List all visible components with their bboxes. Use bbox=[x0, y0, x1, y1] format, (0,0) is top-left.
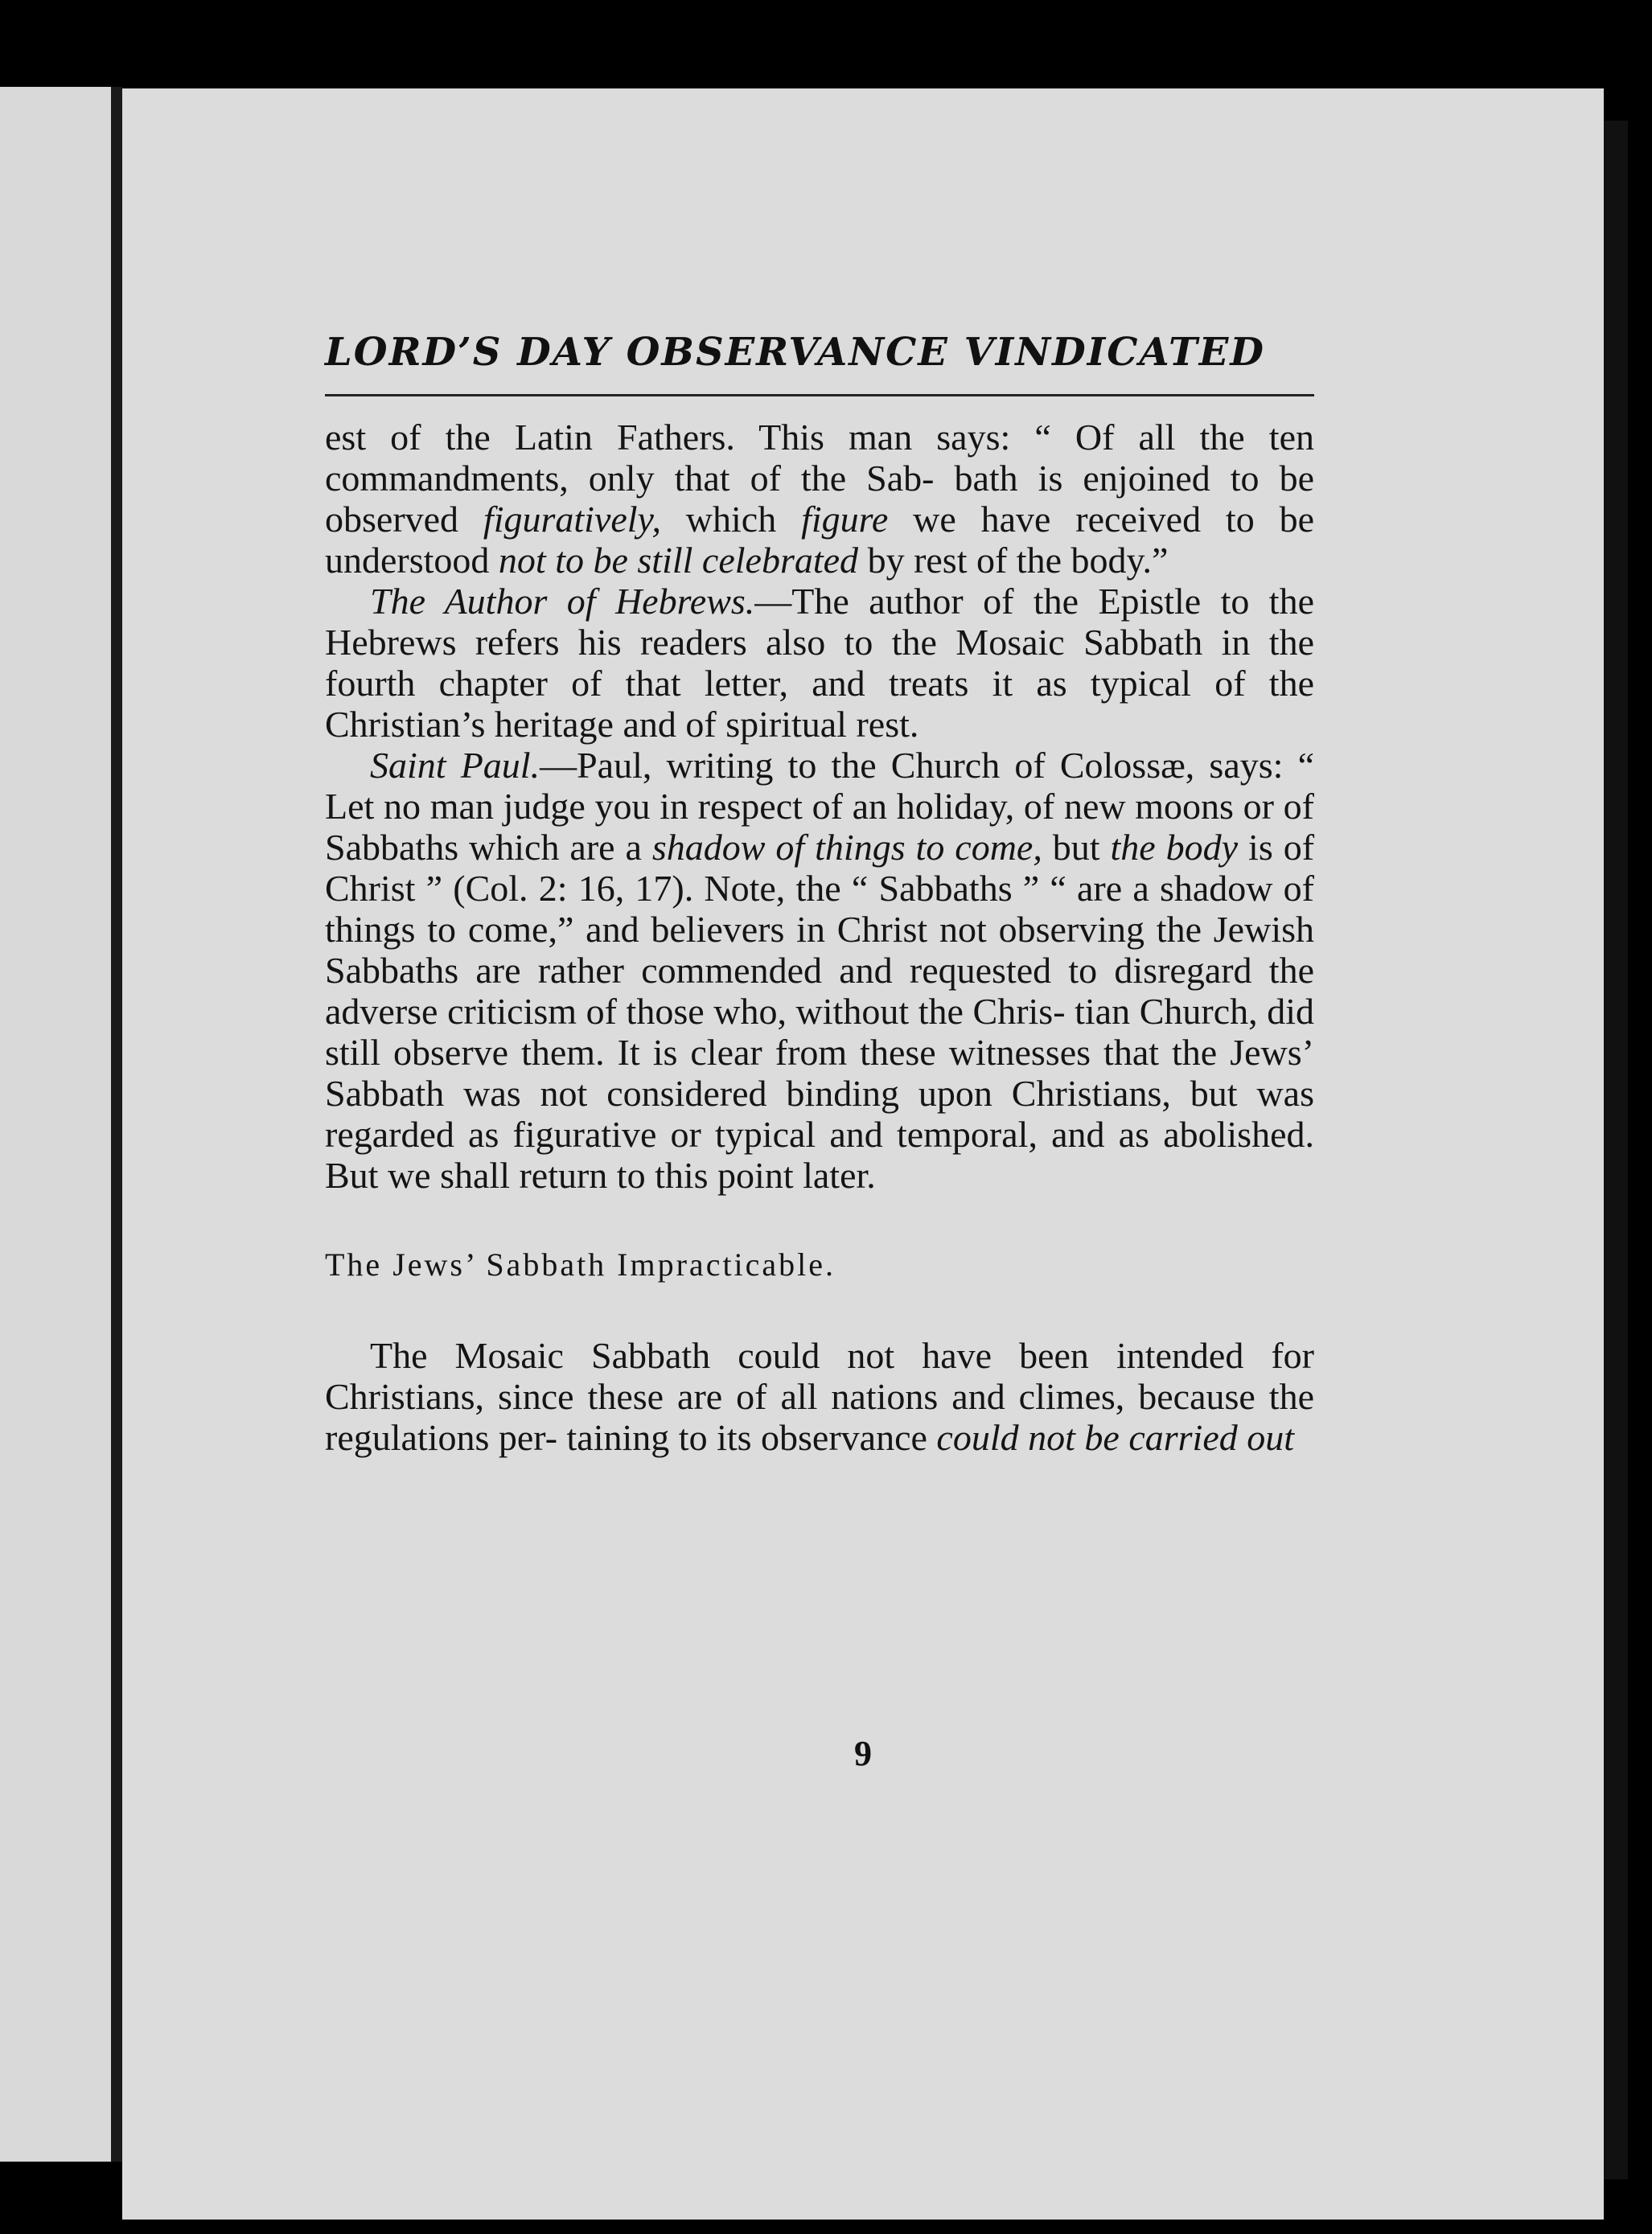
paragraph-text: we have received to be understood bbox=[325, 499, 1314, 581]
paragraph-latin-fathers bbox=[325, 417, 1314, 581]
italic-emphasis: shadow of things to come, bbox=[651, 827, 1042, 868]
page-right-shadow bbox=[1604, 121, 1628, 2179]
facing-page-edge bbox=[0, 87, 121, 2162]
page-gutter-shadow bbox=[111, 87, 122, 2162]
paragraph-text: —The author of the Epistle to the Hebrews refers his readers also to the Mosaic Sabbath in the fourth chapter of that letter, and treats it as typical of the Christian’s heritage and of spiritual rest. bbox=[325, 581, 1314, 745]
header-rule bbox=[325, 394, 1314, 396]
book-page bbox=[122, 88, 1604, 2220]
paragraph-text: est of the Latin Fathers. This man says: “ Of all the ten commandments, only that of the Sab- bath is enjoined to be observed bbox=[325, 417, 1314, 540]
paragraph-lead: Saint Paul. bbox=[370, 745, 540, 786]
paragraph-text: which bbox=[660, 499, 802, 540]
paragraph-text: is of Christ ” (Col. 2: 16, 17). Note, the “ Sabbaths ” “ are a shadow of things to come,” and believers in Christ not observing the Jewish Sabbaths are rather commended and requested to disregard the adverse criticism of those who, without the Chris- tian Church, did still observe them. It is clear from these witnesses that the Jews’ Sabbath was not considered binding upon Christians, but was regarded as figurative or typical and temporal, and as abolished. But we shall return to this point later. bbox=[325, 827, 1315, 1196]
running-header: LORD’S DAY OBSERVANCE VINDICATED bbox=[325, 330, 1265, 375]
paragraph-text: —Paul, writing to the Church of Colossæ, says: “ Let no man judge you in respect of an holiday, of new moons or of Sabbaths which are a bbox=[325, 745, 1314, 868]
paragraph-author-of-hebrews bbox=[325, 581, 1314, 745]
italic-emphasis: figuratively, bbox=[483, 499, 661, 540]
page-body bbox=[325, 417, 1314, 1458]
paragraph-lead: The Author of Hebrews. bbox=[370, 581, 755, 622]
page-number: 9 bbox=[854, 1734, 872, 1773]
section-heading: The Jews’ Sabbath Impracticable. bbox=[325, 1246, 836, 1283]
italic-emphasis: figure bbox=[801, 499, 889, 540]
paragraph-text: by rest of the body.” bbox=[858, 540, 1169, 581]
paragraph-saint-paul bbox=[325, 745, 1314, 1196]
paragraph-text: but bbox=[1042, 827, 1111, 868]
italic-emphasis: not to be still celebrated bbox=[498, 540, 859, 581]
paragraph-text: The Mosaic Sabbath could not have been intended for Christians, since these are of all nations and climes, because the regulations per- taining to its observance bbox=[325, 1335, 1314, 1458]
italic-emphasis: the body bbox=[1110, 827, 1239, 868]
paragraph-mosaic-sabbath bbox=[325, 1335, 1314, 1458]
italic-emphasis: could not be carried out bbox=[936, 1417, 1295, 1458]
